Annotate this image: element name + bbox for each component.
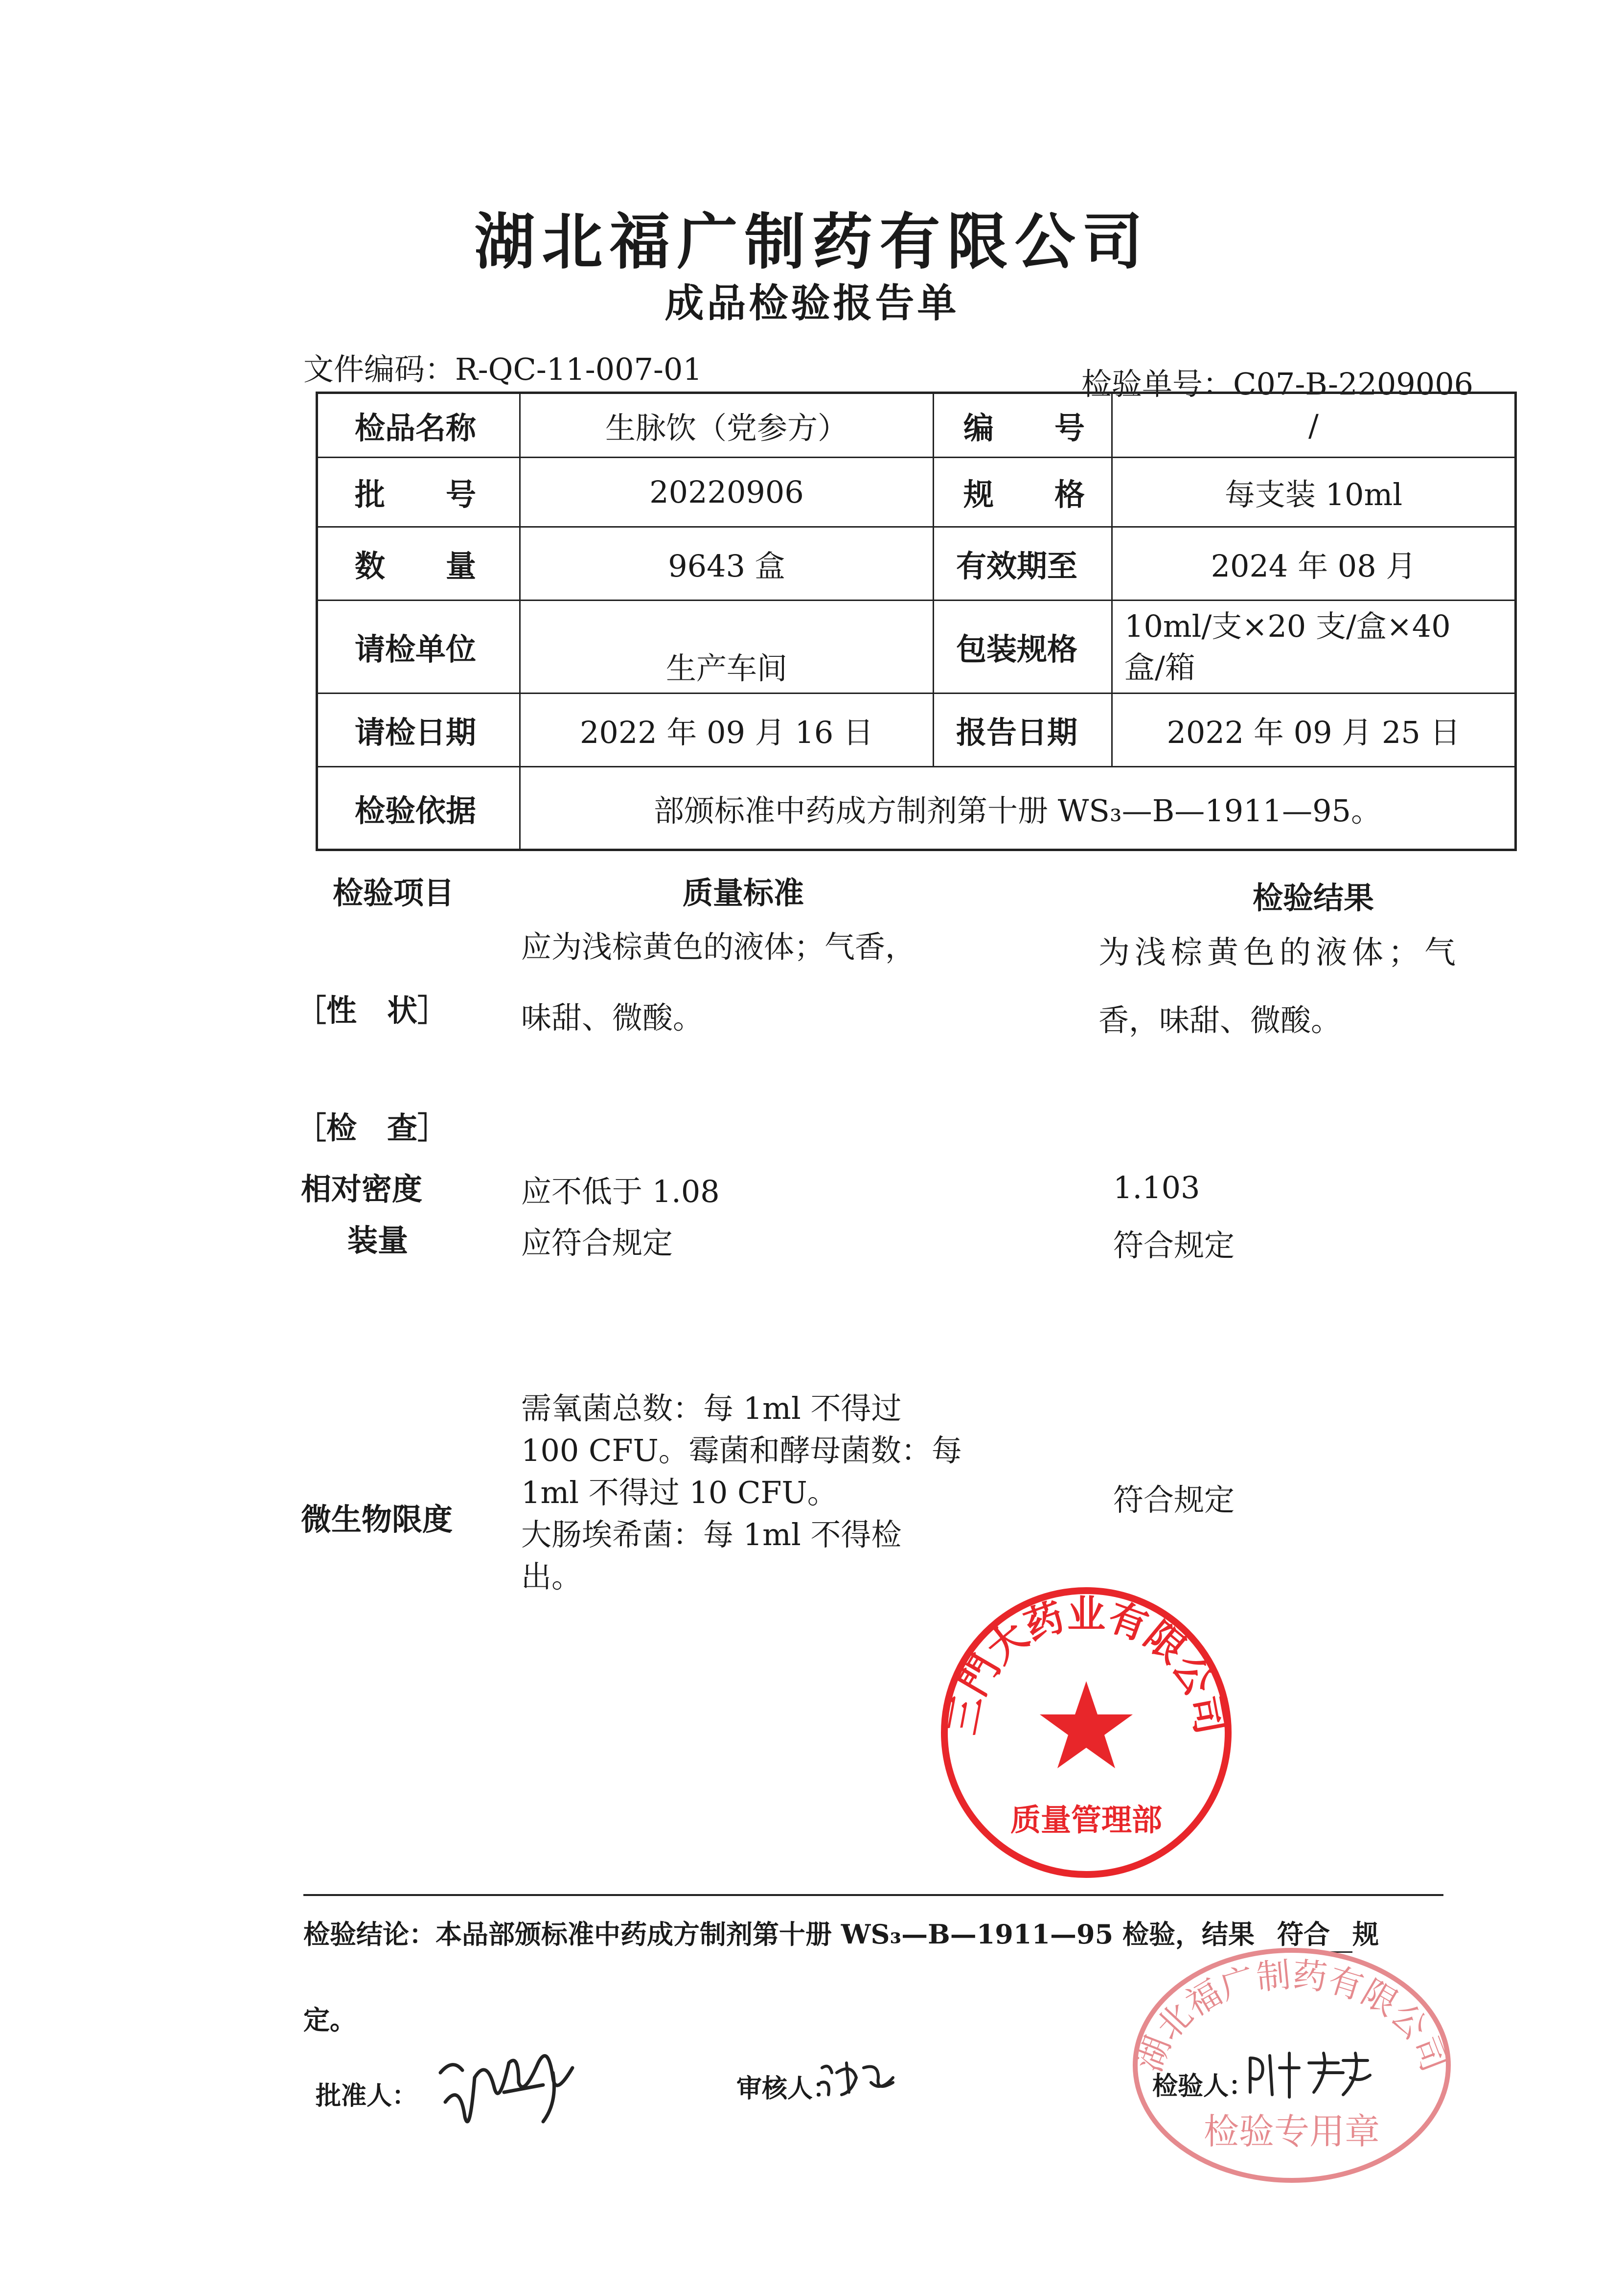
expiry-label: 有效期至 (934, 527, 1112, 601)
code-value: / (1112, 393, 1516, 458)
quality-department-seal (930, 1576, 1243, 1884)
character-result-line: 香，味甜、微酸。 (1098, 1002, 1342, 1038)
column-standard-header: 质量标准 (683, 875, 804, 911)
spec-label: 规 格 (934, 458, 1112, 527)
conclusion-label: 检验结论： (303, 1919, 435, 1950)
density-result: 1.103 (1113, 1170, 1200, 1205)
fill-volume-standard: 应符合规定 (521, 1225, 673, 1261)
column-result-header: 检验结果 (1253, 880, 1374, 916)
request-date-label: 请检日期 (317, 694, 520, 767)
company-name: 湖北福广制药有限公司 (474, 207, 1150, 278)
micro-standard (521, 1388, 962, 1598)
micro-result: 符合规定 (1113, 1482, 1235, 1518)
batch-value: 20220906 (520, 458, 934, 527)
table-row (317, 601, 1516, 694)
micro-standard-line: 需氧菌总数：每 1ml 不得过 (521, 1390, 902, 1426)
table-row (317, 393, 1516, 458)
table-row (317, 458, 1516, 527)
report-date-value: 2022 年 09 月 25 日 (1112, 694, 1516, 767)
product-name-value: 生脉饮（党参方） (520, 393, 934, 458)
micro-standard-line: 100 CFU。霉菌和酵母菌数：每 (521, 1433, 962, 1468)
requester-value: 生产车间 (520, 601, 934, 694)
approver-label: 批准人： (316, 2081, 418, 2111)
micro-label: 微生物限度 (301, 1502, 453, 1537)
package-spec-value (1112, 601, 1516, 694)
report-number-label: 检验单号： (1081, 366, 1234, 402)
package-spec-line: 盒/箱 (1124, 649, 1195, 685)
column-item-header: 检验项目 (333, 875, 455, 911)
inspector-label: 检验人： (1152, 2071, 1255, 2101)
code-label: 编 号 (934, 393, 1112, 458)
approver-signature (431, 2043, 607, 2141)
reviewer-label: 审核人： (736, 2074, 839, 2104)
reviewer-signature (817, 2053, 900, 2102)
package-spec-label: 包装规格 (934, 601, 1112, 694)
file-code (303, 345, 702, 389)
fill-volume-label: 装量 (347, 1223, 409, 1258)
inspection-seal-subtext: 检验专用章 (1203, 2111, 1380, 2152)
report-number-value: C07-B-2209006 (1233, 366, 1474, 402)
density-label: 相对密度 (301, 1171, 423, 1207)
report-date-label: 报告日期 (934, 694, 1112, 767)
requester-label: 请检单位 (317, 601, 520, 694)
character-standard-line: 味甜、微酸。 (521, 1000, 704, 1036)
expiry-value: 2024 年 08 月 (1112, 527, 1516, 601)
file-code-value: R-QC-11-007-01 (455, 351, 702, 387)
batch-label: 批 号 (317, 458, 520, 527)
micro-standard-line: 1ml 不得过 10 CFU。 (521, 1475, 838, 1510)
conclusion-verdict: 符合 (1255, 1914, 1352, 1953)
product-name-label: 检品名称 (317, 393, 520, 458)
basis-label: 检验依据 (317, 767, 520, 850)
table-row (317, 527, 1516, 601)
table-row (317, 767, 1516, 850)
request-date-value: 2022 年 09 月 16 日 (520, 694, 934, 767)
quantity-label: 数 量 (317, 527, 520, 601)
seal-department-text: 质量管理部 (1010, 1802, 1163, 1838)
conclusion-tail: 规 (1352, 1919, 1379, 1950)
quantity-value: 9643 盒 (520, 527, 934, 601)
micro-standard-line: 出。 (521, 1559, 582, 1595)
check-label: ［检 查］ (296, 1110, 448, 1146)
report-title: 成品检验报告单 (664, 280, 960, 326)
table-row (317, 694, 1516, 767)
inspection-seal-company-text: 湖北福广制药有限公司 (1129, 1954, 1455, 2077)
character-label: ［性 状］ (296, 993, 448, 1028)
conclusion-divider (303, 1894, 1443, 1896)
seal-company-text: 三門大药业有限公司 (940, 1593, 1233, 1738)
conclusion-tail-line: 定。 (303, 2004, 356, 2036)
product-info-table (316, 392, 1517, 851)
basis-value: 部颁标准中药成方制剂第十册 WS₃—B—1911—95。 (520, 767, 1516, 850)
density-standard: 应不低于 1.08 (521, 1174, 720, 1209)
character-result-line: 为浅棕黄色的液体；气 (1098, 935, 1461, 971)
fill-volume-result: 符合规定 (1113, 1227, 1235, 1263)
character-standard-line: 应为浅棕黄色的液体；气香， (521, 929, 916, 965)
inspector-signature (1245, 2048, 1382, 2102)
file-code-label: 文件编码： (303, 351, 456, 387)
package-spec-line: 10ml/支×20 支/盒×40 (1124, 608, 1451, 644)
spec-value: 每支装 10ml (1112, 458, 1516, 527)
conclusion-text: 本品部颁标准中药成方制剂第十册 WS₃—B—1911—95 检验，结果 (435, 1919, 1255, 1950)
micro-standard-line: 大肠埃希菌：每 1ml 不得检 (521, 1517, 902, 1552)
